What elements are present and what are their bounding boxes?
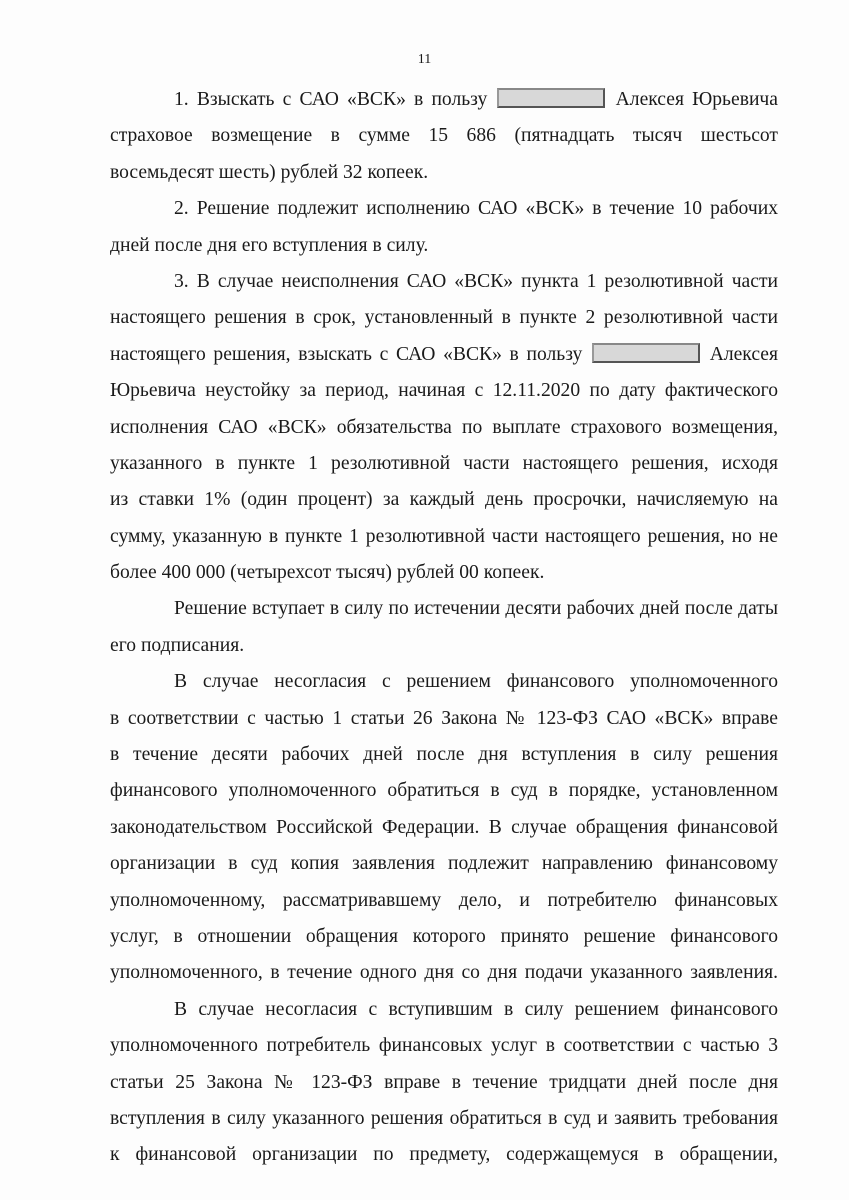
text-line: 2. Решение подлежит исполнению САО «ВСК» в течение 10 рабочих [174,198,778,220]
redaction-box [592,343,700,363]
text-line: к финансовой организации по предмету, содержащемуся в обращении, [110,1144,778,1166]
text-line: восемьдесят шесть) рублей 32 копеек. [110,161,429,183]
text-line: в соответствии с частью 1 статьи 26 Закона № 123-ФЗ САО «ВСК» вправе [110,707,778,729]
text-line: В случае несогласия с решением финансового уполномоченного [174,671,778,693]
text-line: указанного в пункте 1 резолютивной части настоящего решения, исходя [110,452,778,474]
text-line: услуг, в отношении обращения которого принято решение финансового [110,925,778,947]
text-line: более 400 000 (четырехсот тысяч) рублей 00 копеек. [110,562,545,584]
text-line [110,82,778,118]
text-line: настоящего решения в срок, установленный в пункте 2 резолютивной части [110,307,778,329]
text-span: настоящего решения, взыскать с САО «ВСК» в пользу [110,343,583,365]
text-span: 1. Взыскать с САО «ВСК» в пользу [174,89,488,110]
text-line: уполномоченного, в течение одного дня со дня подачи указанного заявления. [110,962,778,984]
text-line: Решение вступает в силу по истечении десяти рабочих дней после даты [174,598,778,620]
text-line: финансового уполномоченного обратиться в суд в порядке, установленном [110,780,778,802]
text-line: законодательством Российской Федерации. В случае обращения финансовой [110,816,778,838]
text-line: Юрьевича неустойку за период, начиная с 12.11.2020 по дату фактического [110,380,778,402]
text-line: дней после дня его вступления в силу. [110,234,429,256]
text-line: В случае несогласия с вступившим в силу решением финансового [174,998,778,1020]
text-line: в течение десяти рабочих дней после дня вступления в силу решения [110,744,778,766]
redaction-box [497,88,605,108]
text-line: исполнения САО «ВСК» обязательства по выплате страхового возмещения, [110,416,778,438]
text-line: уполномоченному, рассматривавшему дело, и потребителю финансовых [110,889,778,911]
text-line: 3. В случае неисполнения САО «ВСК» пункта 1 резолютивной части [174,270,778,292]
text-span: Алексея [709,343,778,365]
text-line: его подписания. [110,634,245,656]
text-line: из ставки 1% (один процент) за каждый день просрочки, начисляемую на [110,489,778,511]
text-line [110,337,778,373]
text-line: вступления в силу указанного решения обратиться в суд и заявить требования [110,1107,778,1129]
text-line: организации в суд копия заявления подлежит направлению финансовому [110,853,778,875]
text-line: сумму, указанную в пункте 1 резолютивной части настоящего решения, но не [110,525,778,547]
document-body [110,82,778,1174]
text-line: уполномоченного потребитель финансовых услуг в соответствии с частью 3 [110,1035,778,1057]
page-number: 11 [417,52,432,67]
text-line: статьи 25 Закона № 123-ФЗ вправе в течение тридцати дней после дня [110,1071,778,1093]
text-span: Алексея Юрьевича [615,89,778,110]
text-line: страховое возмещение в сумме 15 686 (пятнадцать тысяч шестьсот [110,125,778,147]
